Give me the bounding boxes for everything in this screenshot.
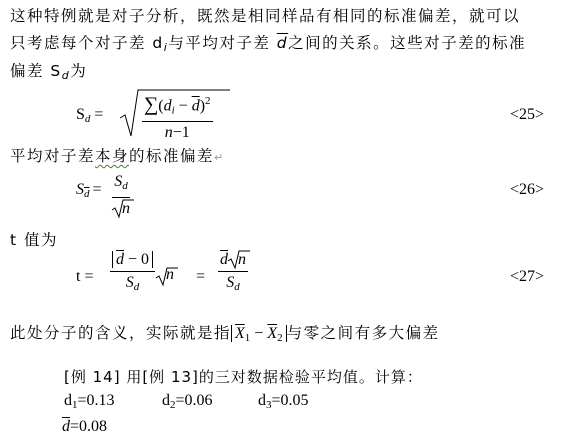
symbol: S bbox=[114, 173, 123, 190]
text: −1 bbox=[172, 124, 190, 142]
d-bar-symbol: $\overline{d}$ bbox=[191, 97, 200, 115]
symbol: S bbox=[76, 181, 84, 198]
equation-number-25: <25> bbox=[510, 106, 545, 123]
fraction bbox=[112, 172, 130, 219]
text: 这种特例就是对子分析，既然是相同样品有相同的标准偏差，就可以 bbox=[10, 7, 521, 25]
denominator bbox=[165, 122, 190, 143]
subscript: d bbox=[84, 188, 90, 200]
text: 的标准偏差 bbox=[129, 147, 215, 165]
eq26-fraction bbox=[112, 172, 130, 219]
d-bar-symbol: $\overline{d}$ bbox=[276, 34, 289, 52]
eq27-equals: = bbox=[196, 268, 206, 285]
d-bar-symbol: $\overline{d}$ bbox=[220, 251, 228, 268]
superscript: 2 bbox=[205, 95, 211, 107]
radical-sign bbox=[156, 267, 178, 287]
value: =0.06 bbox=[175, 392, 213, 409]
paragraph-line-6 bbox=[10, 321, 440, 344]
symbol: d bbox=[162, 392, 170, 409]
minus: − bbox=[250, 325, 268, 342]
eq27-fraction-2 bbox=[218, 250, 248, 297]
subscript: 1 bbox=[244, 332, 251, 344]
denominator bbox=[126, 272, 140, 297]
radical-sign bbox=[112, 199, 134, 219]
text: − 0 bbox=[124, 251, 150, 268]
paragraph-line-2 bbox=[10, 31, 526, 54]
subscript: d bbox=[234, 281, 240, 293]
subscript: 1 bbox=[72, 399, 78, 411]
text: [例 14] 用[例 13]的三对数据检验平均值。计算： bbox=[64, 368, 423, 386]
example-dbar bbox=[62, 418, 107, 436]
eq27-fraction-1 bbox=[110, 250, 155, 297]
sqrt-n bbox=[228, 250, 246, 270]
paragraph-line-5 bbox=[10, 228, 58, 250]
eq27-lhs: t = bbox=[76, 268, 94, 285]
text: 偏差 S bbox=[10, 62, 62, 80]
symbol: d bbox=[258, 392, 266, 409]
subscript: d bbox=[84, 113, 91, 125]
text: 只考虑每个对子差 d bbox=[10, 34, 164, 52]
numerator bbox=[218, 250, 248, 272]
text: 与平均对子差 bbox=[168, 34, 277, 52]
example-d1 bbox=[64, 392, 115, 411]
symbol: S bbox=[226, 274, 235, 291]
subscript: 2 bbox=[170, 399, 176, 411]
eq25-lhs bbox=[76, 106, 103, 125]
denominator bbox=[112, 198, 130, 219]
minus: − bbox=[174, 97, 192, 115]
d-bar-symbol: $\overline{d}$ bbox=[62, 418, 70, 435]
subscript: i bbox=[171, 104, 175, 117]
subscript: d bbox=[61, 69, 71, 82]
subscript: 3 bbox=[266, 399, 272, 411]
paragraph-line-4 bbox=[10, 144, 225, 166]
numerator bbox=[142, 91, 213, 122]
text: 与零之间有多大偏差 bbox=[286, 324, 440, 342]
example-heading bbox=[64, 366, 423, 387]
eq25-fraction bbox=[142, 91, 213, 143]
sum-symbol: ∑ bbox=[144, 93, 159, 116]
symbol: d bbox=[64, 392, 72, 409]
fraction bbox=[142, 91, 213, 143]
paren: ( bbox=[158, 97, 164, 115]
example-d2 bbox=[162, 392, 213, 411]
absolute-value bbox=[112, 251, 153, 268]
eq27-sqrt-n bbox=[156, 266, 174, 284]
symbol: n bbox=[122, 200, 130, 217]
text: t 值为 bbox=[10, 231, 59, 249]
numerator bbox=[112, 172, 130, 198]
numerator bbox=[110, 250, 155, 272]
d-bar-symbol: $\overline{d}$ bbox=[116, 251, 124, 268]
absolute-value bbox=[231, 325, 287, 342]
eq26-lhs bbox=[76, 181, 102, 200]
denominator bbox=[226, 272, 240, 297]
fraction bbox=[110, 250, 155, 297]
equals-sign: = bbox=[94, 106, 104, 123]
symbol: S bbox=[76, 106, 85, 123]
equation-number-27: <27> bbox=[510, 268, 545, 285]
x-bar-symbol: $\overline{X}$ bbox=[235, 325, 245, 342]
equals-sign: = bbox=[92, 181, 102, 198]
subscript: i bbox=[163, 41, 169, 54]
symbol: S bbox=[125, 274, 134, 291]
symbol: n bbox=[238, 251, 246, 268]
text: 此处分子的含义，实际就是指 bbox=[10, 324, 232, 342]
example-d3 bbox=[258, 392, 309, 411]
radical-sign bbox=[228, 250, 250, 270]
paragraph-mark-icon: ↵ bbox=[214, 151, 225, 164]
value: =0.13 bbox=[77, 392, 115, 409]
subscript: d bbox=[133, 281, 140, 293]
symbol: n bbox=[164, 124, 173, 142]
subscript: 2 bbox=[277, 332, 283, 344]
equation-number-26: <26> bbox=[510, 181, 545, 198]
subscript: d bbox=[122, 180, 128, 192]
value: =0.05 bbox=[271, 392, 309, 409]
paragraph-line-1 bbox=[10, 4, 520, 26]
symbol: n bbox=[166, 266, 174, 283]
paragraph-line-3 bbox=[10, 59, 87, 82]
x-bar-symbol: $\overline{X}$ bbox=[267, 325, 278, 342]
fraction bbox=[218, 250, 248, 297]
value: =0.08 bbox=[70, 418, 108, 435]
text: 平均对子差 bbox=[10, 147, 96, 165]
symbol: d bbox=[163, 97, 172, 115]
paren: ) bbox=[199, 97, 206, 115]
text: 之间的关系。这些对子差的标准 bbox=[288, 34, 527, 52]
text-wavy-underlined: 本身 bbox=[95, 147, 130, 165]
text: 为 bbox=[70, 62, 88, 80]
